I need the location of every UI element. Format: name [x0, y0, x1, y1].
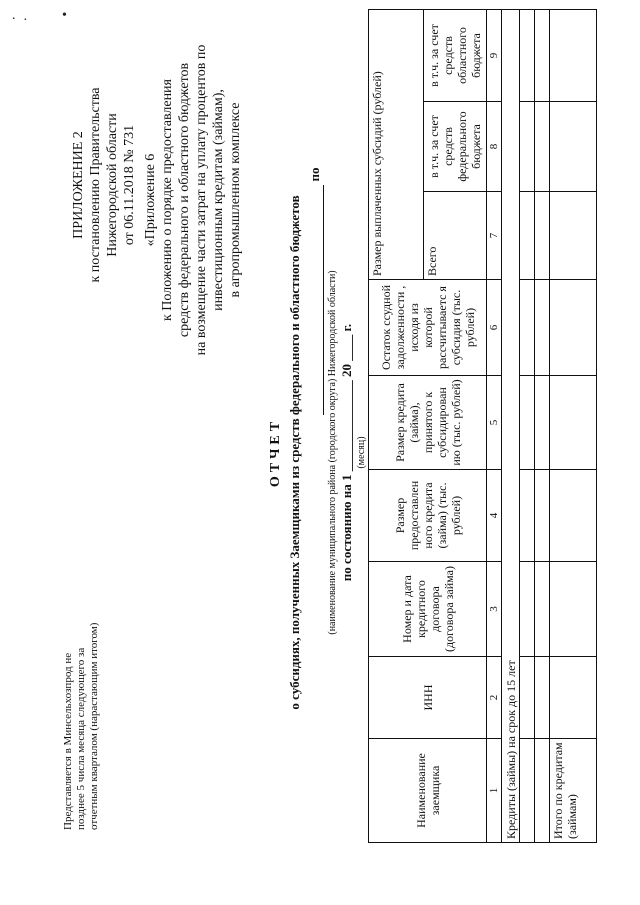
table-cell — [535, 10, 550, 102]
table-cell — [535, 192, 550, 280]
table-cell — [520, 376, 535, 470]
table-cell — [550, 10, 597, 102]
column-number: 7 — [487, 192, 502, 280]
header-federal: в т.ч. за счет средств федерального бюджета — [424, 102, 487, 192]
district-blank-line — [307, 185, 324, 415]
table-cell — [520, 102, 535, 192]
corner-mark: • — [62, 8, 67, 23]
corner-mark: · — [23, 13, 28, 28]
section-label: Кредиты (займы) на срок до 15 лет — [502, 10, 520, 843]
appendix-6-line: к Положению о порядке предоставления — [160, 79, 175, 321]
table-row — [535, 10, 550, 843]
table-cell — [550, 376, 597, 470]
table-cell — [520, 657, 535, 739]
appendix-6-line: в агропромышленном комплексе — [228, 102, 243, 298]
header-subsidized-amount: Размер кредита (займа), принятого к субсидирован ию (тыс. рублей) — [369, 376, 487, 470]
table-cell — [520, 280, 535, 376]
table-row — [520, 10, 535, 843]
table-cell — [550, 470, 597, 562]
table-cell — [520, 739, 535, 843]
column-number: 8 — [487, 102, 502, 192]
appendix-6-line: на возмещение части затрат на уплату процентов по — [194, 44, 209, 356]
header-row — [369, 10, 424, 843]
district-caption: (наименование муниципального района (городского округа) Нижегородской области) — [327, 270, 338, 635]
column-number: 1 — [487, 739, 502, 843]
appendix-2-line: Нижегородской области — [105, 113, 120, 257]
appendix-6-line: инвестиционным кредитам (займам), — [211, 89, 226, 311]
header-contract: Номер и дата кредитного договора (договора займа) — [369, 562, 487, 657]
column-number: 5 — [487, 376, 502, 470]
appendix-2-header — [70, 30, 138, 340]
column-number: 2 — [487, 657, 502, 739]
subsidy-table — [368, 9, 597, 843]
column-number: 4 — [487, 470, 502, 562]
table-cell — [520, 562, 535, 657]
table-cell — [535, 102, 550, 192]
table-cell — [520, 10, 535, 102]
header-credit-amount: Размер предоставлен ного кредита (займа) (тыс. рублей) — [369, 470, 487, 562]
table-cell — [520, 470, 535, 562]
header-borrower-name: Наименование заемщика — [369, 739, 487, 843]
appendix-6-line: средств федерального и областного бюджетов — [177, 62, 192, 338]
report-title: ОТЧЕТ — [268, 417, 283, 488]
column-number: 9 — [487, 10, 502, 102]
column-number: 6 — [487, 280, 502, 376]
appendix-2-line: от 06.11.2018 № 731 — [122, 124, 137, 246]
total-row — [550, 10, 597, 843]
header-inn: ИНН — [369, 657, 487, 739]
table-cell — [550, 192, 597, 280]
month-caption: (месяц) — [356, 436, 367, 469]
appendix-6-header — [142, 15, 244, 385]
submission-note: Представляется в Минсельхозпрод не позднее 5 числа месяца следующего за отчетным кварталом (нарастающим итогом) — [62, 622, 100, 830]
table-cell — [550, 657, 597, 739]
column-number: 3 — [487, 562, 502, 657]
table-cell — [535, 562, 550, 657]
table-cell — [550, 102, 597, 192]
table-cell — [535, 470, 550, 562]
header-outstanding-debt: Остаток ссудной задолженности , исходя из которой рассчитываетс я субсидия (тыс. рублей) — [369, 280, 487, 376]
table-cell — [550, 280, 597, 376]
corner-mark: . — [12, 8, 16, 23]
column-number-row — [487, 10, 502, 843]
header-total: Всего — [424, 192, 487, 280]
table-cell — [535, 657, 550, 739]
appendix-2-title: ПРИЛОЖЕНИЕ 2 — [71, 131, 86, 239]
appendix-6-title: «Приложение 6 — [143, 153, 158, 247]
table-cell — [550, 562, 597, 657]
table-cell — [535, 739, 550, 843]
table-cell — [520, 192, 535, 280]
header-regional: в т.ч. за счет средств областного бюджета — [424, 10, 487, 102]
report-subtitle: о субсидиях, полученных Заемщиками из средств федерального и областного бюджетов — [287, 195, 302, 710]
total-label: Итого по кредитам (займам) — [550, 739, 597, 843]
section-row — [502, 10, 520, 843]
appendix-2-line: к постановлению Правительства — [88, 87, 103, 283]
report-date-line: по состоянию на 1 ______________ 20 ____ г. — [339, 323, 354, 582]
table-cell — [535, 376, 550, 470]
header-subsidies-group: Размер выплаченных субсидий (рублей) — [369, 10, 424, 280]
table-cell — [535, 280, 550, 376]
po-label: по — [307, 167, 322, 182]
